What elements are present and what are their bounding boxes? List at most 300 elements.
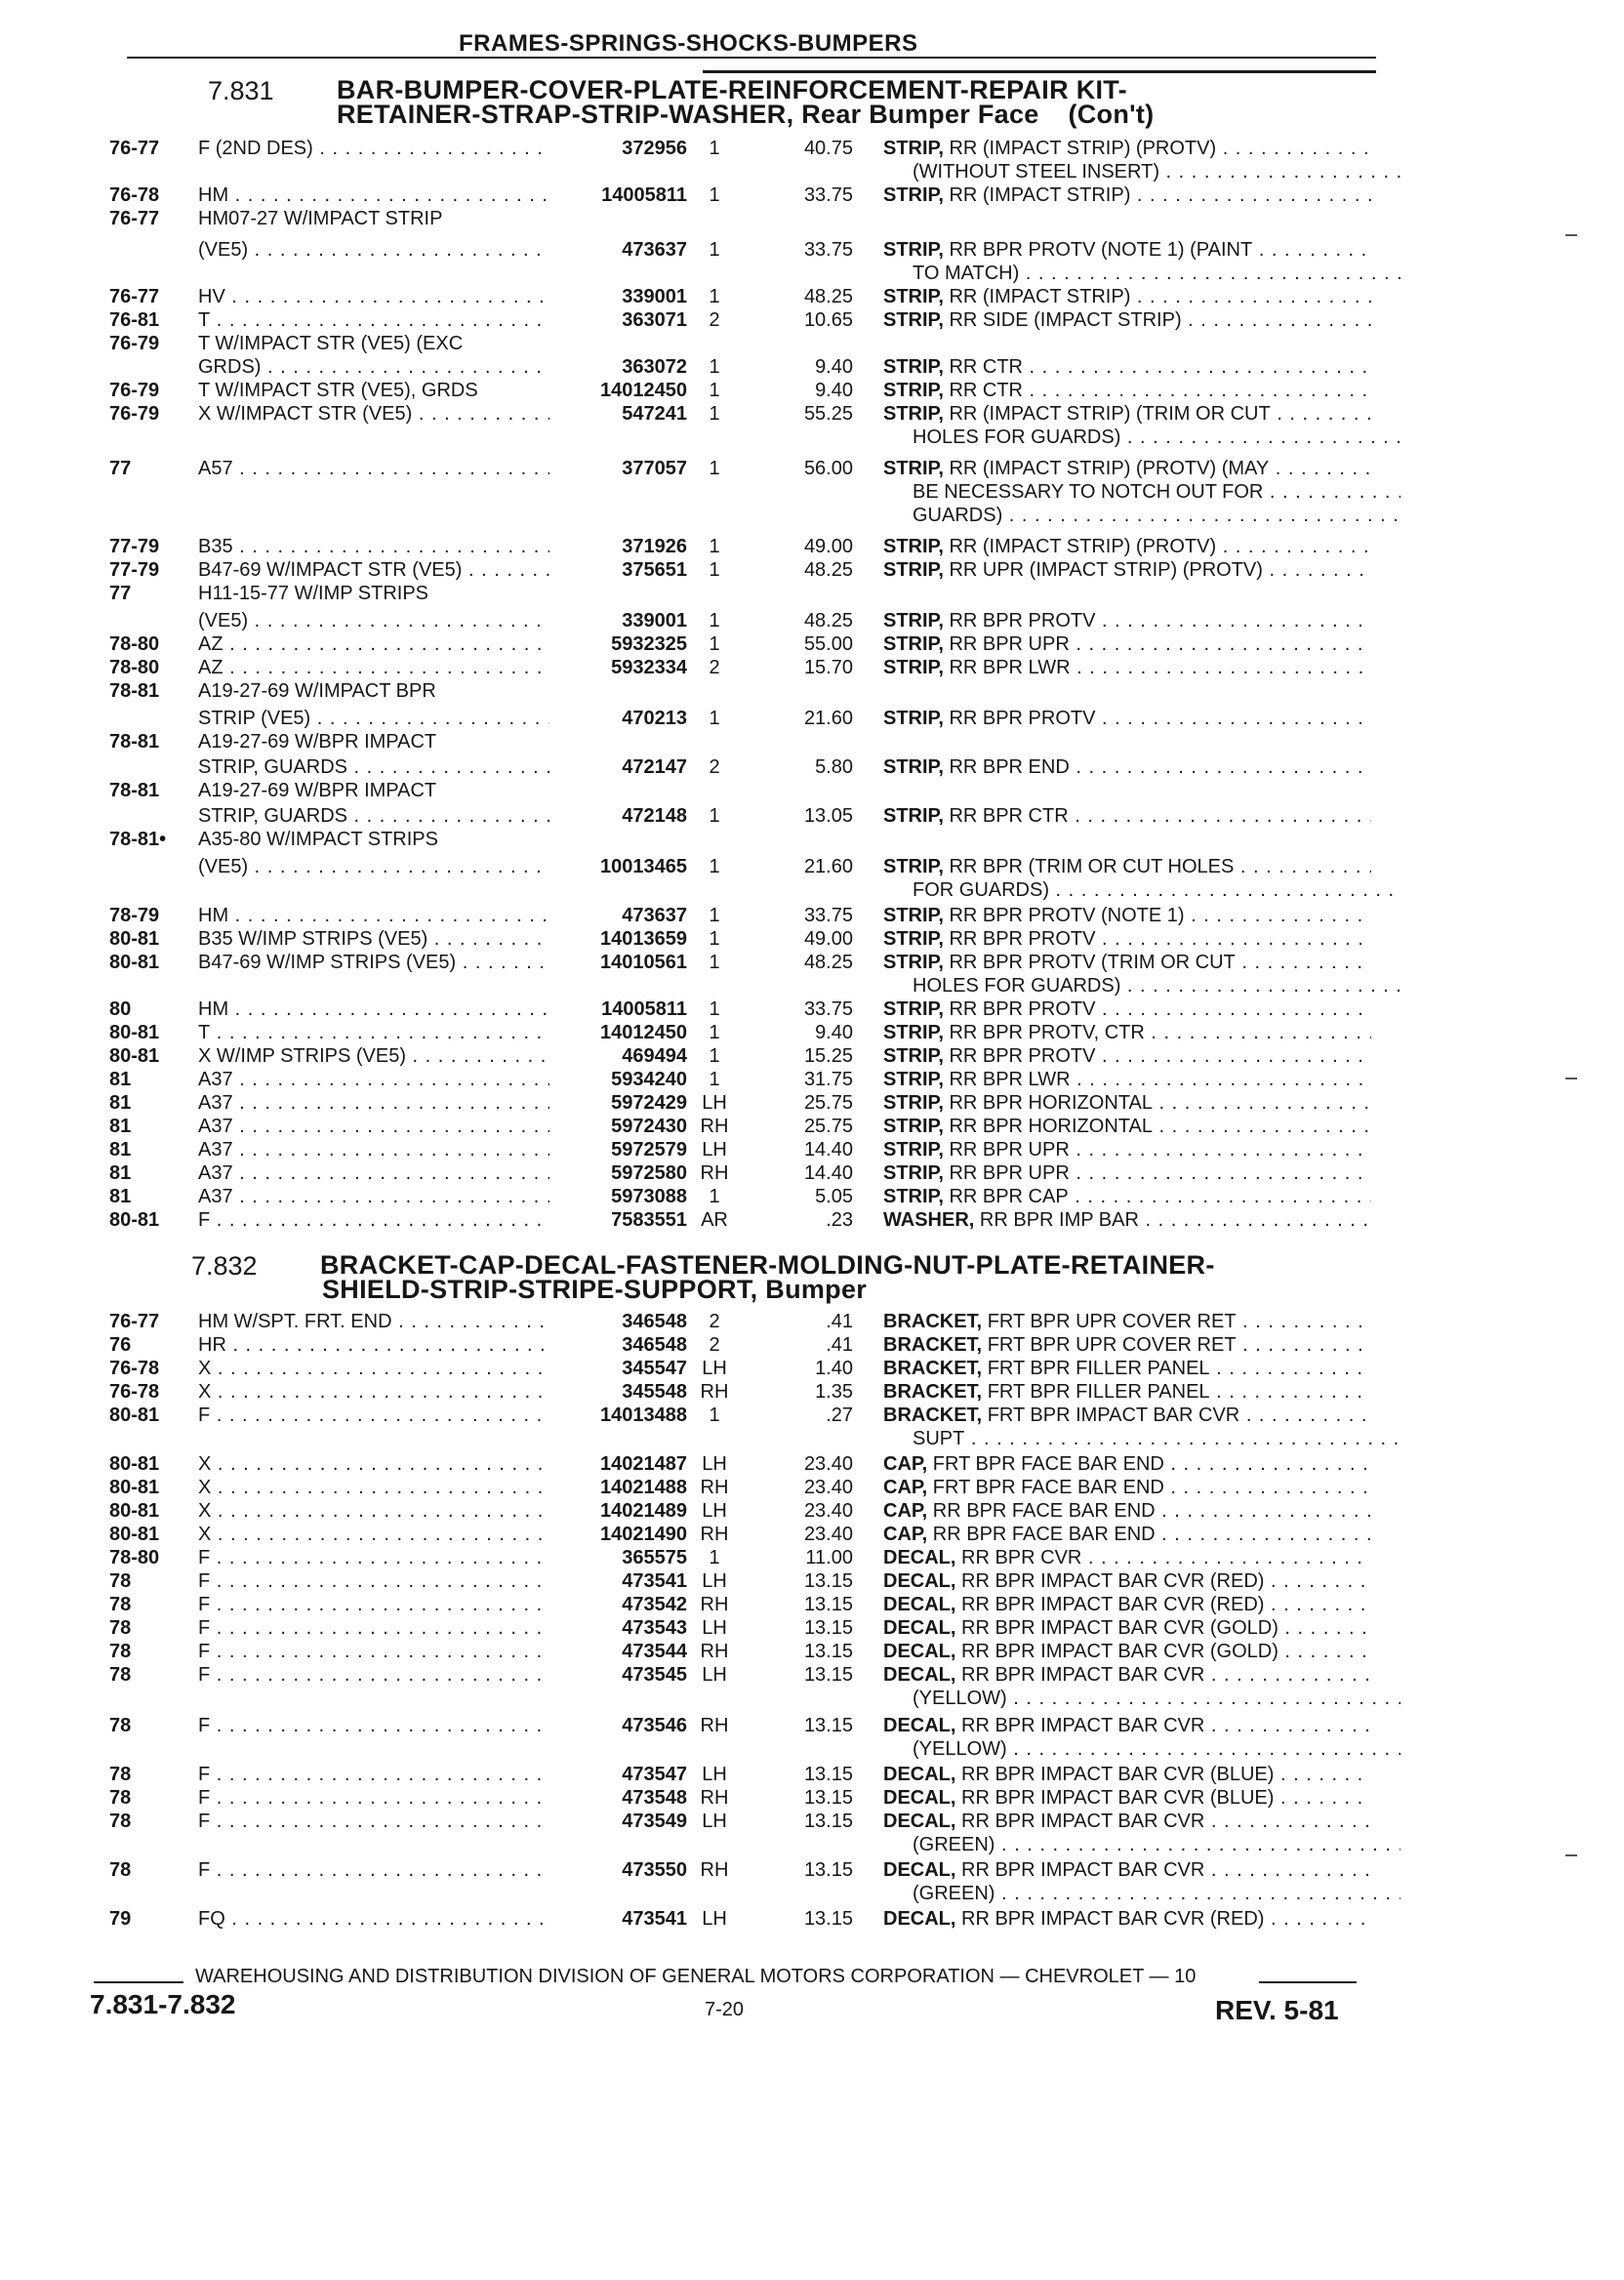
model-application: A57 . . . [198, 457, 549, 480]
part-description [913, 1833, 1401, 1856]
model-year: 78-80 [109, 633, 160, 655]
part-name: STRIP, [883, 1092, 944, 1114]
part-description-text: (WITHOUT STEEL INSERT) [913, 161, 1159, 183]
list-item [0, 679, 1624, 703]
model-application: F . . . [198, 1663, 549, 1687]
part-description-text: RR BPR PROTV [949, 1045, 1096, 1067]
model-year: 76-79 [109, 380, 160, 401]
part-description [883, 1523, 1371, 1546]
quantity: 1 [709, 356, 720, 378]
model-year: 81 [109, 1116, 132, 1137]
part-number: 5932334 [611, 657, 687, 678]
quantity: 1 [709, 184, 720, 206]
quantity: 2 [709, 1334, 720, 1356]
section-title-line2: SHIELD-STRIP-STRIPE-SUPPORT, Bumper [322, 1275, 868, 1304]
model-application: STRIP (VE5) . . . [198, 707, 549, 730]
price: 11.00 [805, 1547, 853, 1568]
part-description [883, 1616, 1371, 1640]
part-number: 363071 [622, 309, 687, 331]
model-year: 81 [109, 1139, 132, 1160]
quantity: RH [700, 1715, 729, 1736]
part-name: DECAL, [883, 1641, 956, 1662]
part-description [913, 1427, 1401, 1450]
model-application: X W/IMP STRIPS (VE5) . . . [198, 1044, 549, 1068]
list-item [0, 504, 1624, 527]
part-description [883, 1333, 1371, 1357]
part-description-text: RR BPR PROTV [949, 998, 1096, 1020]
part-name: STRIP, [883, 1186, 944, 1207]
section-continued: (Con't) [1068, 100, 1155, 129]
part-description-text: FRT BPR UPR COVER RET [987, 1334, 1237, 1356]
quantity: 2 [709, 1311, 720, 1332]
part-name: STRIP, [883, 138, 944, 159]
price: 15.25 [803, 1045, 853, 1067]
part-description [883, 1476, 1371, 1499]
list-item [0, 1021, 1624, 1044]
model-application: B47-69 W/IMPACT STR (VE5) . . . [198, 558, 549, 582]
part-description-text: BE NECESSARY TO NOTCH OUT FOR [913, 481, 1264, 503]
quantity: LH [702, 1811, 727, 1832]
list-item [0, 1185, 1624, 1208]
part-number: 473541 [622, 1570, 687, 1592]
price: 48.25 [803, 559, 853, 581]
model-year: 78-80 [109, 657, 160, 678]
model-year: 80-81 [109, 952, 160, 973]
quantity: 2 [709, 309, 720, 331]
price: 13.15 [803, 1641, 853, 1662]
part-description [913, 878, 1401, 902]
list-item [0, 1404, 1624, 1427]
list-item [0, 632, 1624, 656]
part-description-text: RR BPR PROTV (TRIM OR CUT [949, 952, 1236, 973]
header-rule-thick [703, 70, 1376, 73]
footer-section-range: 7.831-7.832 [90, 1989, 236, 2019]
quantity: RH [700, 1381, 729, 1403]
part-description [883, 558, 1371, 582]
model-application: X . . . [198, 1357, 549, 1380]
list-item [0, 1499, 1624, 1523]
price: 21.60 [803, 708, 853, 729]
part-description-text: RR BPR UPR [949, 1139, 1070, 1160]
part-name: STRIP, [883, 633, 944, 655]
list-item [0, 1907, 1624, 1931]
part-description-text: RR BPR LWR [949, 657, 1071, 678]
part-description-text: RR BPR END [949, 756, 1070, 778]
model-year: 76-79 [109, 403, 160, 425]
part-description [883, 1763, 1371, 1786]
model-year: 77 [109, 458, 132, 479]
part-name: STRIP, [883, 856, 944, 877]
model-application: X . . . [198, 1476, 549, 1499]
part-number: 473549 [622, 1811, 687, 1832]
margin-mark [1565, 234, 1577, 236]
price: .23 [826, 1209, 853, 1231]
model-application: STRIP, GUARDS . . . [198, 755, 549, 779]
part-number: 345547 [622, 1358, 687, 1379]
quantity: 1 [709, 380, 720, 401]
part-name: STRIP, [883, 1022, 944, 1043]
price: 13.15 [803, 1715, 853, 1736]
part-description [913, 974, 1401, 998]
model-year: 78 [109, 1594, 132, 1615]
quantity: 1 [709, 633, 720, 655]
page-number: 7-20 [705, 1999, 745, 2020]
part-description-text: RR BPR PROTV (NOTE 1) (PAINT [949, 239, 1253, 261]
part-description-text: HOLES FOR GUARDS) [913, 427, 1121, 448]
quantity: 1 [709, 610, 720, 631]
section-title-line1: BAR-BUMPER-COVER-PLATE-REINFORCEMENT-REPAIR KIT- [337, 75, 1127, 104]
price: 13.15 [803, 1617, 853, 1639]
part-description-text: RR CTR [949, 356, 1023, 378]
part-number: 372956 [622, 138, 687, 159]
part-name: STRIP, [883, 952, 944, 973]
list-item [0, 1546, 1624, 1569]
part-description-text: FRT BPR FILLER PANEL [987, 1381, 1210, 1403]
part-number: 14012450 [600, 380, 687, 401]
list-item [0, 1593, 1624, 1616]
list-item [0, 974, 1624, 998]
model-year: 76-78 [109, 1381, 160, 1403]
part-description [883, 904, 1371, 927]
quantity: 1 [709, 1186, 720, 1207]
price: 1.35 [815, 1381, 853, 1403]
quantity: LH [702, 1453, 727, 1475]
model-application: F . . . [198, 1810, 549, 1833]
model-application: A35-80 W/IMPACT STRIPS [198, 829, 438, 850]
part-name: STRIP, [883, 756, 944, 778]
model-application: HV . . . [198, 285, 549, 308]
part-description [883, 707, 1371, 730]
part-description-text: RR BPR FACE BAR END [932, 1500, 1156, 1522]
model-year: 81 [109, 1186, 132, 1207]
quantity: LH [702, 1617, 727, 1639]
part-description [883, 355, 1371, 379]
price: 49.00 [803, 928, 853, 950]
model-application: A37 . . . [198, 1138, 549, 1161]
quantity: RH [700, 1524, 729, 1545]
quantity: RH [700, 1641, 729, 1662]
quantity: 1 [709, 805, 720, 827]
part-number: 14021489 [600, 1500, 687, 1522]
model-year: 80-81 [109, 1209, 160, 1231]
part-name: STRIP, [883, 458, 944, 479]
model-year: 76-81 [109, 309, 160, 331]
section-title-line1: BRACKET-CAP-DECAL-FASTENER-MOLDING-NUT-PLATE-RETAINER- [320, 1250, 1215, 1280]
price: 13.15 [803, 1570, 853, 1592]
list-item [0, 1737, 1624, 1761]
part-description-text: RR SIDE (IMPACT STRIP) [949, 309, 1182, 331]
list-item [0, 755, 1624, 779]
part-number: 10013465 [600, 856, 687, 877]
quantity: 1 [709, 998, 720, 1020]
part-number: 14021487 [600, 1453, 687, 1475]
model-application: (VE5) . . . [198, 855, 549, 878]
quantity: RH [700, 1116, 729, 1137]
list-item [0, 238, 1624, 262]
model-application: X . . . [198, 1380, 549, 1404]
model-year: 76-77 [109, 1311, 160, 1332]
list-item [0, 1523, 1624, 1546]
part-description [883, 1138, 1371, 1161]
list-item [0, 379, 1624, 402]
part-number: 473542 [622, 1594, 687, 1615]
part-description [883, 1907, 1371, 1931]
part-description [883, 1786, 1371, 1810]
model-year: 78-81 [109, 780, 160, 801]
list-item [0, 137, 1624, 160]
section-title-line2: RETAINER-STRAP-STRIP-WASHER, Rear Bumper Face (Con't) [337, 100, 1155, 129]
quantity: RH [700, 1859, 729, 1881]
quantity: LH [702, 1139, 727, 1160]
list-item [0, 183, 1624, 207]
part-description [883, 1663, 1371, 1687]
model-year: 77-79 [109, 559, 160, 581]
part-number: 473545 [622, 1664, 687, 1686]
part-number: 346548 [622, 1311, 687, 1332]
model-application: HM . . . [198, 183, 549, 207]
quantity: 1 [709, 1405, 720, 1426]
part-number: 14005811 [601, 184, 687, 206]
price: 5.80 [815, 756, 853, 778]
part-description [883, 402, 1371, 426]
price: 13.15 [803, 1764, 853, 1785]
part-description-text: RR BPR IMPACT BAR CVR (RED) [961, 1594, 1265, 1615]
price: 13.15 [803, 1908, 853, 1930]
model-application: A37 . . . [198, 1115, 549, 1138]
quantity: RH [700, 1162, 729, 1184]
model-year: 80-81 [109, 1045, 160, 1067]
part-description [883, 1569, 1371, 1593]
price: 23.40 [803, 1477, 853, 1498]
part-number: 371926 [622, 536, 687, 557]
section-subtitle: Bumper [765, 1275, 868, 1304]
part-number: 473637 [622, 239, 687, 261]
model-application: B47-69 W/IMP STRIPS (VE5) . . . [198, 951, 549, 974]
quantity: 1 [709, 708, 720, 729]
price: 9.40 [815, 356, 853, 378]
part-description [883, 1640, 1371, 1663]
part-name: STRIP, [883, 928, 944, 950]
part-description [883, 1357, 1371, 1380]
part-description [883, 308, 1371, 332]
model-year: 81 [109, 1162, 132, 1184]
list-item [0, 355, 1624, 379]
part-description-text: RR BPR IMPACT BAR CVR (GOLD) [961, 1617, 1279, 1639]
model-application: A19-27-69 W/IMPACT BPR [198, 680, 436, 702]
model-application: H11-15-77 W/IMP STRIPS [198, 583, 428, 604]
quantity: 1 [709, 458, 720, 479]
list-item [0, 160, 1624, 183]
part-description [913, 480, 1401, 504]
part-description [883, 1499, 1371, 1523]
header-rule [127, 57, 1376, 59]
part-description [883, 1208, 1371, 1232]
part-name: DECAL, [883, 1764, 956, 1785]
part-description [883, 1044, 1371, 1068]
list-item [0, 998, 1624, 1021]
model-application: F . . . [198, 1546, 549, 1569]
list-item [0, 1833, 1624, 1856]
part-description-text: RR BPR IMPACT BAR CVR [961, 1664, 1205, 1686]
model-year: 78 [109, 1664, 132, 1686]
part-name: WASHER, [883, 1209, 975, 1231]
list-item [0, 855, 1624, 878]
model-application: A37 . . . [198, 1068, 549, 1091]
list-item [0, 804, 1624, 828]
quantity: 1 [709, 928, 720, 950]
price: 21.60 [803, 856, 853, 877]
quantity: RH [700, 1787, 729, 1809]
part-name: STRIP, [883, 805, 944, 827]
price: 23.40 [803, 1500, 853, 1522]
part-description-text: RR BPR HORIZONTAL [949, 1092, 1153, 1114]
part-description-text: FRT BPR FACE BAR END [932, 1477, 1164, 1498]
part-description [883, 804, 1371, 828]
part-name: DECAL, [883, 1594, 956, 1615]
page-header: FRAMES-SPRINGS-SHOCKS-BUMPERS [459, 30, 918, 57]
price: 55.00 [803, 633, 853, 655]
list-item [0, 1663, 1624, 1687]
part-number: 345548 [622, 1381, 687, 1403]
model-year: 80-81 [109, 1405, 160, 1426]
price: 48.25 [803, 610, 853, 631]
list-item [0, 656, 1624, 679]
model-year: 78 [109, 1641, 132, 1662]
model-year: 78-80 [109, 1547, 160, 1568]
part-description-text: RR BPR IMPACT BAR CVR [961, 1715, 1205, 1736]
price: 31.75 [803, 1069, 853, 1090]
price: 40.75 [803, 138, 853, 159]
part-description-text: RR BPR IMP BAR [979, 1209, 1139, 1231]
part-name: DECAL, [883, 1570, 956, 1592]
part-description-text: RR BPR IMPACT BAR CVR (BLUE) [961, 1787, 1275, 1809]
part-description [883, 1452, 1371, 1476]
quantity: LH [702, 1092, 727, 1114]
list-item [0, 1616, 1624, 1640]
part-description [883, 535, 1371, 558]
part-number: 14013488 [600, 1405, 687, 1426]
part-description [883, 1068, 1371, 1091]
model-application: AZ . . . [198, 656, 549, 679]
part-number: 7583551 [611, 1209, 687, 1231]
part-description [913, 1882, 1401, 1905]
part-description [883, 1404, 1371, 1427]
part-number: 472148 [622, 805, 687, 827]
price: .27 [826, 1405, 853, 1426]
model-application: T . . . [198, 1021, 549, 1044]
quantity: 1 [709, 239, 720, 261]
list-item [0, 262, 1624, 285]
price: 56.00 [803, 458, 853, 479]
part-name: DECAL, [883, 1547, 956, 1568]
model-year: 80 [109, 998, 132, 1020]
list-item [0, 582, 1624, 605]
model-year: 76-78 [109, 1358, 160, 1379]
model-year: 78 [109, 1715, 132, 1736]
part-number: 473544 [622, 1641, 687, 1662]
quantity: LH [702, 1358, 727, 1379]
model-year: 78 [109, 1570, 132, 1592]
price: 13.15 [803, 1664, 853, 1686]
part-number: 5972430 [611, 1116, 687, 1137]
price: 10.65 [803, 309, 853, 331]
part-description [913, 426, 1401, 449]
part-number: 339001 [622, 610, 687, 631]
model-year: 78 [109, 1811, 132, 1832]
model-year: 81 [109, 1092, 132, 1114]
model-application: T W/IMPACT STR (VE5) (EXC [198, 333, 464, 354]
part-name: STRIP, [883, 536, 944, 557]
model-application: F . . . [198, 1786, 549, 1810]
part-description [883, 1185, 1371, 1208]
model-application: X . . . [198, 1452, 549, 1476]
price: 48.25 [803, 952, 853, 973]
model-application: F . . . [198, 1763, 549, 1786]
model-year: 77-79 [109, 536, 160, 557]
part-number: 363072 [622, 356, 687, 378]
price: 13.05 [803, 805, 853, 827]
price: 48.25 [803, 286, 853, 307]
part-number: 377057 [622, 458, 687, 479]
quantity: 1 [709, 1045, 720, 1067]
footer-text: WAREHOUSING AND DISTRIBUTION DIVISION OF GENERAL MOTORS CORPORATION — CHEVROLET — 10 [195, 1966, 1197, 1987]
revision-date: REV. 5-81 [1215, 1995, 1339, 2025]
part-description-text: RR (IMPACT STRIP) [949, 286, 1131, 307]
model-year: 79 [109, 1908, 132, 1930]
part-name: STRIP, [883, 905, 944, 926]
list-item [0, 1810, 1624, 1833]
list-item [0, 285, 1624, 308]
part-description [883, 379, 1371, 402]
part-description-text: RR (IMPACT STRIP) (PROTV) [949, 138, 1217, 159]
part-description-text: RR (IMPACT STRIP) (PROTV) [949, 536, 1217, 557]
price: 13.15 [803, 1787, 853, 1809]
part-number: 473548 [622, 1787, 687, 1809]
part-number: 5972580 [611, 1162, 687, 1184]
footer-rule-right [1259, 1981, 1357, 1983]
price: 33.75 [803, 998, 853, 1020]
price: 14.40 [803, 1139, 853, 1160]
quantity: RH [700, 1477, 729, 1498]
part-number: 14010561 [600, 952, 687, 973]
part-description-text: RR BPR UPR [949, 1162, 1070, 1184]
part-name: STRIP, [883, 1162, 944, 1184]
part-description-text: RR BPR CAP [949, 1186, 1069, 1207]
part-description-text: RR BPR FACE BAR END [932, 1524, 1156, 1545]
section-title [320, 1250, 1215, 1304]
model-application: F . . . [198, 1640, 549, 1663]
part-description-text: HOLES FOR GUARDS) [913, 975, 1121, 997]
quantity: 2 [709, 756, 720, 778]
part-name: STRIP, [883, 403, 944, 425]
price: .41 [826, 1311, 853, 1332]
section-number: 7.831 [208, 76, 274, 105]
price: 13.15 [803, 1594, 853, 1615]
price: 49.00 [803, 536, 853, 557]
quantity: LH [702, 1664, 727, 1686]
part-name: STRIP, [883, 1045, 944, 1067]
list-item [0, 1044, 1624, 1068]
part-name: STRIP, [883, 1069, 944, 1090]
part-number: 339001 [622, 286, 687, 307]
part-name: CAP, [883, 1500, 928, 1522]
list-item [0, 402, 1624, 426]
part-number: 473547 [622, 1764, 687, 1785]
list-item [0, 779, 1624, 802]
part-name: CAP, [883, 1453, 928, 1475]
part-description-text: RR CTR [949, 380, 1023, 401]
list-item [0, 1091, 1624, 1115]
